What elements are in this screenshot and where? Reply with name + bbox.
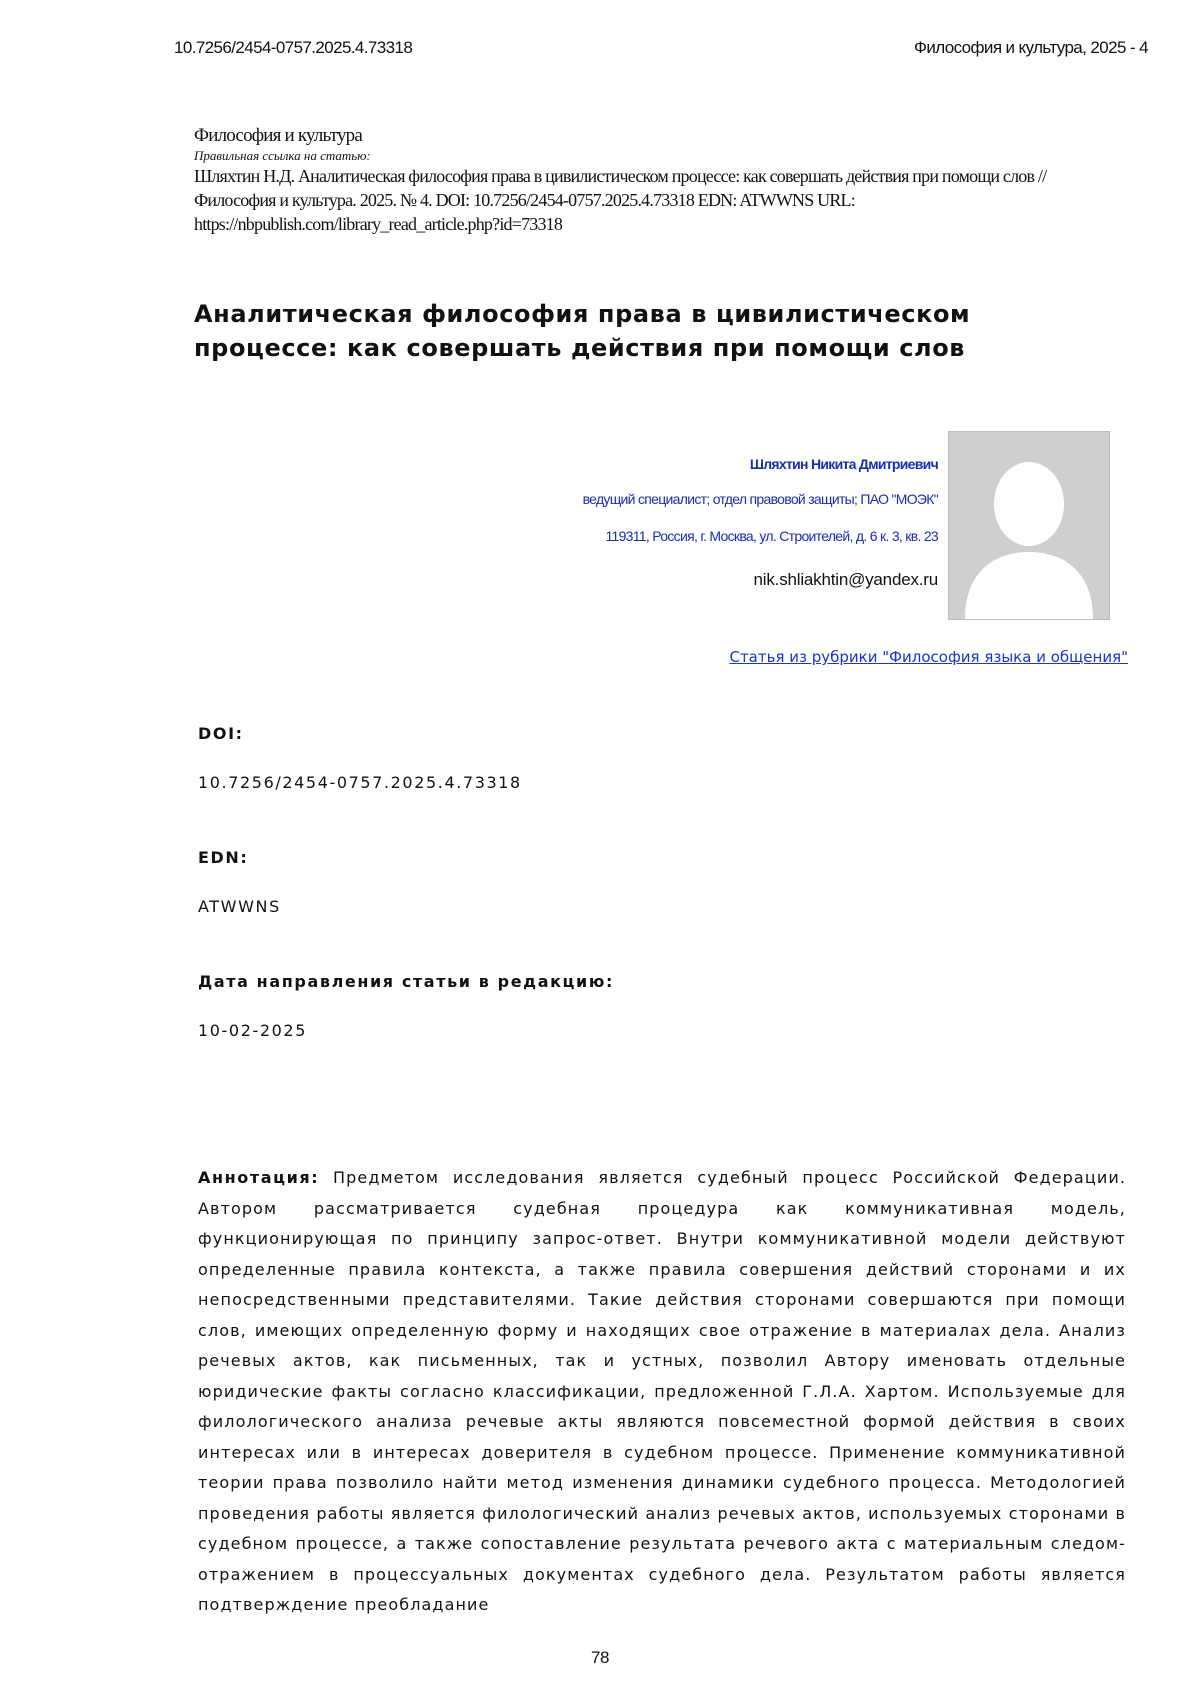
doi-label: DOI: bbox=[198, 724, 244, 743]
abstract bbox=[198, 1163, 1126, 1621]
doi-value: 10.7256/2454-0757.2025.4.73318 bbox=[198, 773, 522, 792]
running-header-doi: 10.7256/2454-0757.2025.4.73318 bbox=[174, 38, 413, 57]
running-header-journal: Философия и культура, 2025 - 4 bbox=[914, 38, 1148, 57]
author-name: Шляхтин Никита Дмитриевич bbox=[749, 456, 938, 472]
page-number: 78 bbox=[590, 1648, 610, 1667]
avatar bbox=[948, 431, 1110, 620]
rubric-link[interactable]: Статья из рубрики "Философия языка и общения" bbox=[729, 648, 1128, 666]
author-position: ведущий специалист; отдел правовой защиты; ПАО "МОЭК" bbox=[582, 491, 938, 507]
author-address: 119311, Россия, г. Москва, ул. Строителей, д. 6 к. 3, кв. 23 bbox=[605, 528, 938, 544]
submission-date-value: 10-02-2025 bbox=[198, 1021, 307, 1040]
citation-journal: Философия и культура bbox=[194, 125, 362, 146]
author-email: nik.shliakhtin@yandex.ru bbox=[753, 570, 938, 589]
citation-text: Шляхтин Н.Д. Аналитическая философия права в цивилистическом процессе: как совершать действия при помощи слов // Философия и культура. 2025. № 4. DOI: 10.7256/2454-0757.2025.4.73318 EDN: ATWWNS URL: https://nbpublish.com/library_read_article.php?id=73318 bbox=[194, 166, 1047, 234]
person-placeholder-icon bbox=[949, 432, 1109, 619]
article-title: Аналитическая философия права в цивилистическом процессе: как совершать действия при помощи слов bbox=[194, 300, 971, 362]
citation-block bbox=[194, 124, 1124, 236]
abstract-label: Аннотация: bbox=[198, 1168, 320, 1187]
submission-date-label: Дата направления статьи в редакцию: bbox=[198, 972, 614, 991]
edn-value: ATWWNS bbox=[198, 897, 281, 916]
edn-label: EDN: bbox=[198, 848, 249, 867]
citation-label: Правильная ссылка на статью: bbox=[194, 148, 371, 163]
abstract-text: Предметом исследования является судебный процесс Российской Федерации. Автором рассматривается судебная процедура как коммуникативная модель, функционирующая по принципу запрос-ответ. Внутри коммуникативной модели действуют определенные правила контекста, а также правила совершения действий сторонами и их непосредственными представителями. Такие действия сторонами совершаются при помощи слов, имеющих определенную форму и находящих свое отражение в материалах дела. Анализ речевых актов, как письменных, так и устных, позволил Автору именовать отдельные юридические факты согласно классификации, предложенной Г.Л.А. Хартом. Используемые для филологического анализа речевые акты являются повсеместной формой действия в своих интересах или в интересах доверителя в судебном процессе. Применение коммуникативной теории права позволило найти метод изменения динамики судебного процесса. Методологией проведения работы является филологический анализ речевых актов, используемых сторонами в судебном процессе, а также сопоставление результата речевого акта с материальным следом-отражением в процессуальных документах судебного дела. Результатом работы является подтверждение преобладание bbox=[198, 1168, 1127, 1614]
